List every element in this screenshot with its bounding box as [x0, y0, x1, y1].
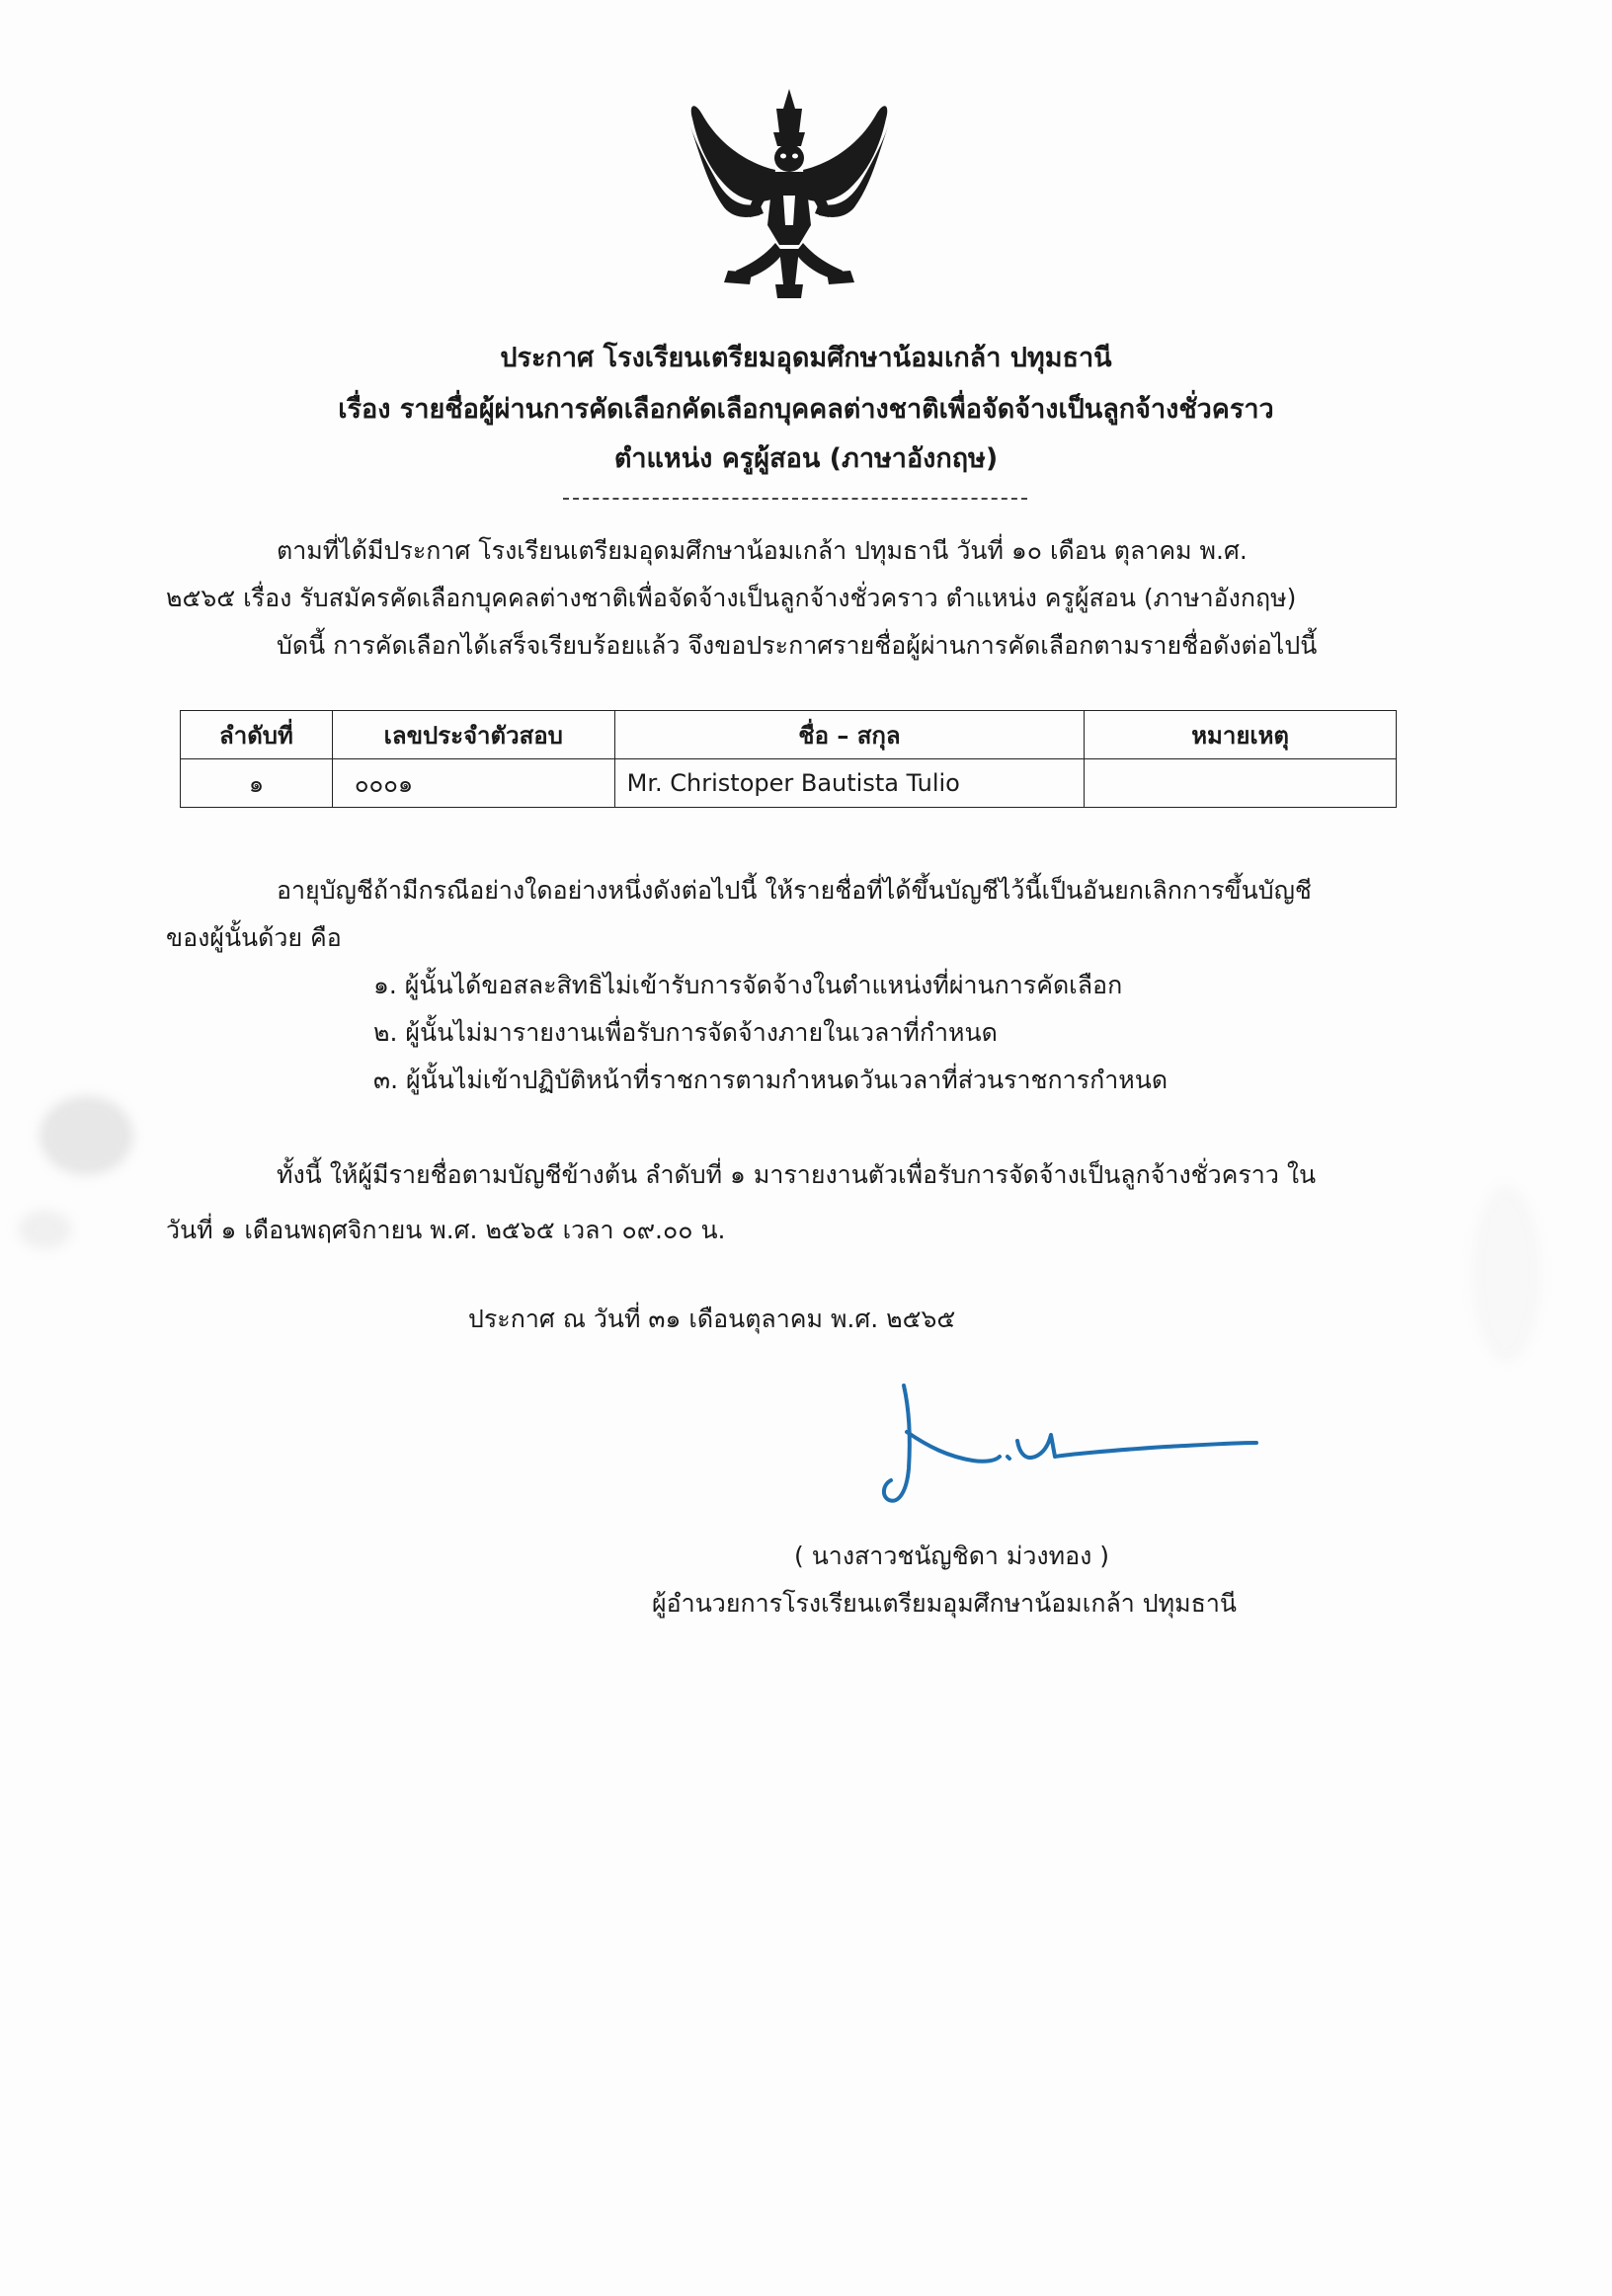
garuda-emblem-icon [680, 87, 899, 302]
scan-smudge [40, 1096, 133, 1175]
cell-order: ๑ [181, 759, 333, 808]
announcement-title: ประกาศ โรงเรียนเตรียมอุดมศึกษาน้อมเกล้า ปทุมธานี [500, 343, 1112, 373]
dashed-divider [563, 498, 1027, 500]
announcement-position: ตำแหน่ง ครูผู้สอน (ภาษาอังกฤษ) [613, 443, 999, 474]
conditions-line: ของผู้นั้นด้วย คือ [166, 923, 342, 952]
announcement-date: ประกาศ ณ วันที่ ๓๑ เดือนตุลาคม พ.ศ. ๒๕๖๕ [468, 1305, 956, 1333]
signer-title: ผู้อำนวยการโรงเรียนเตรียมอุมศึกษาน้อมเกล้า ปทุมธานี [652, 1589, 1237, 1618]
condition-item: ๑. ผู้นั้นได้ขอสละสิทธิไม่เข้ารับการจัดจ้างในตำแหน่งที่ผ่านการคัดเลือก [373, 971, 1123, 999]
results-table [180, 710, 1397, 808]
intro-line: บัดนี้ การคัดเลือกได้เสร็จเรียบร้อยแล้ว จึงขอประกาศรายชื่อผู้ผ่านการคัดเลือกตามรายชื่อดังต่อไปนี้ [277, 631, 1318, 660]
column-header-fullname: ชื่อ – สกุล [614, 711, 1085, 759]
intro-line: ๒๕๖๕ เรื่อง รับสมัครคัดเลือกบุคคลต่างชาติเพื่อจัดจ้างเป็นลูกจ้างชั่วคราว ตำแหน่ง ครูผู้สอน (ภาษาอังกฤษ) [166, 584, 1297, 612]
column-header-exam-id: เลขประจำตัวสอบ [332, 711, 614, 759]
announcement-subject: เรื่อง รายชื่อผู้ผ่านการคัดเลือกคัดเลือกบุคคลต่างชาติเพื่อจัดจ้างเป็นลูกจ้างชั่วคราว [338, 394, 1274, 425]
signature-icon [869, 1378, 1264, 1526]
signer-name: ( นางสาวชนัญชิดา ม่วงทอง ) [794, 1542, 1110, 1570]
report-line: วันที่ ๑ เดือนพฤศจิกายน พ.ศ. ๒๕๖๕ เวลา ๐๙.๐๐ น. [166, 1216, 726, 1244]
cell-fullname: Mr. Christoper Bautista Tulio [614, 759, 1085, 808]
report-line: ทั้งนี้ ให้ผู้มีรายชื่อตามบัญชีข้างต้น ลำดับที่ ๑ มารายงานตัวเพื่อรับการจัดจ้างเป็นลูกจ้างชั่วคราว ใน [277, 1160, 1317, 1189]
cell-exam-id: ๐๐๐๑ [332, 759, 614, 808]
conditions-line: อายุบัญชีถ้ามีกรณีอย่างใดอย่างหนึ่งดังต่อไปนี้ ให้รายชื่อที่ได้ขึ้นบัญชีไว้นี้เป็นอันยกเลิกการขึ้นบัญชี [277, 876, 1312, 905]
scan-smudge [1472, 1185, 1541, 1363]
column-header-order: ลำดับที่ [181, 711, 333, 759]
column-header-remark: หมายเหตุ [1085, 711, 1397, 759]
condition-item: ๒. ผู้นั้นไม่มารายงานเพื่อรับการจัดจ้างภายในเวลาที่กำหนด [373, 1018, 998, 1047]
scan-smudge [18, 1210, 72, 1249]
table-row [181, 759, 1397, 808]
cell-remark [1085, 759, 1397, 808]
condition-item: ๓. ผู้นั้นไม่เข้าปฏิบัติหน้าที่ราชการตามกำหนดวันเวลาที่ส่วนราชการกำหนด [373, 1066, 1169, 1094]
intro-line: ตามที่ได้มีประกาศ โรงเรียนเตรียมอุดมศึกษาน้อมเกล้า ปทุมธานี วันที่ ๑๐ เดือน ตุลาคม พ.ศ. [277, 536, 1248, 565]
table-header-row [181, 711, 1397, 759]
